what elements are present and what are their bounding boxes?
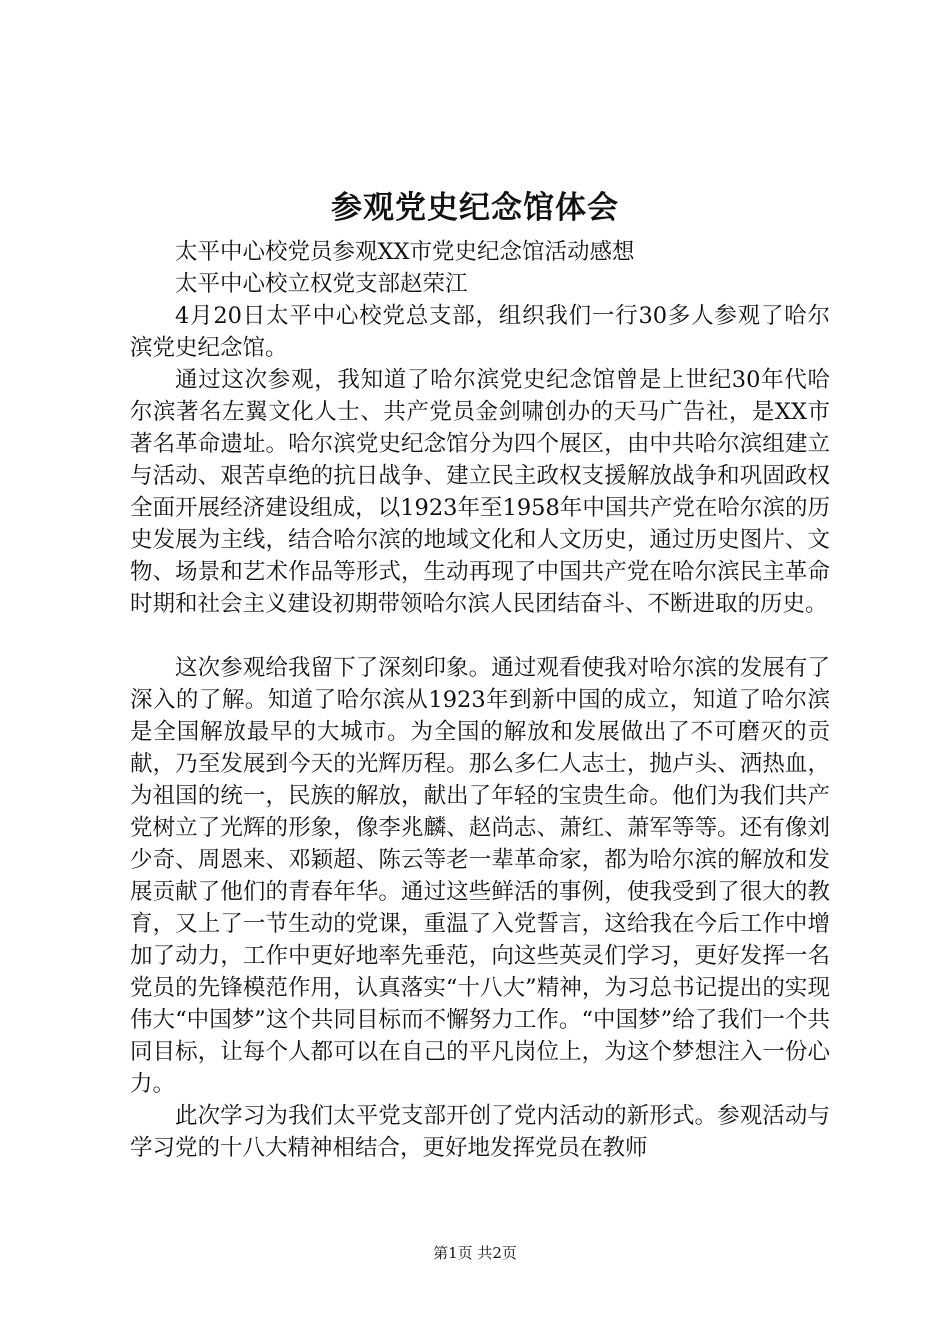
paragraph-4: 此次学习为我们太平党支部开创了党内活动的新形式。参观活动与学习党的十八大精神相结合，更好地发挥党员在教师 (130, 1103, 830, 1161)
paragraph-1: 4月20日太平中心校党总支部，组织我们一行30多人参观了哈尔滨党史纪念馆。 (130, 303, 830, 361)
document-body (130, 236, 830, 1164)
document-title: 参观党史纪念馆体会 (331, 190, 619, 226)
document-author: 太平中心校立权党支部赵荣江 (175, 271, 468, 297)
page-footer: 第1页 共2页 (433, 1244, 517, 1262)
paragraph-2: 通过这次参观，我知道了哈尔滨党史纪念馆曾是上世纪30年代哈尔滨著名左翼文化人士、共产党员金剑啸创办的天马广告社，是XX市著名革命遗址。哈尔滨党史纪念馆分为四个展区，由中共哈尔滨组建立与活动、艰苦卓绝的抗日战争、建立民主政权支援解放战争和巩固政权全面开展经济建设组成，以1923年至1958年中国共产党在哈尔滨的历史发展为主线，结合哈尔滨的地域文化和人文历史，通过历史图片、文物、场景和艺术作品等形式，生动再现了中国共产党在哈尔滨民主革命时期和社会主义建设初期带领哈尔滨人民团结奋斗、不断进取的历史。 (130, 367, 830, 617)
document-subtitle: 太平中心校党员参观XX市党史纪念馆活动感想 (175, 239, 635, 265)
paragraph-3: 这次参观给我留下了深刻印象。通过观看使我对哈尔滨的发展有了深入的了解。知道了哈尔滨从1923年到新中国的成立，知道了哈尔滨是全国解放最早的大城市。为全国的解放和发展做出了不可磨灭的贡献，乃至发展到今天的光辉历程。那么多仁人志士，抛卢头、洒热血，为祖国的统一，民族的解放，献出了年轻的宝贵生命。他们为我们共产党树立了光辉的形象，像李兆麟、赵尚志、萧红、萧军等等。还有像刘少奇、周恩来、邓颖超、陈云等老一辈革命家，都为哈尔滨的解放和发展贡献了他们的青春年华。通过这些鲜活的事例，使我受到了很大的教育，又上了一节生动的党课，重温了入党誓言，这给我在今后工作中增加了动力，工作中更好地率先垂范，向这些英灵们学习，更好发挥一名党员的先锋模范作用，认真落实“十八大”精神，为习总书记提出的实现伟大“中国梦”这个共同目标而不懈努力工作。“中国梦”给了我们一个共同目标，让每个人都可以在自己的平凡岗位上，为这个梦想注入一份心力。 (130, 655, 830, 1097)
